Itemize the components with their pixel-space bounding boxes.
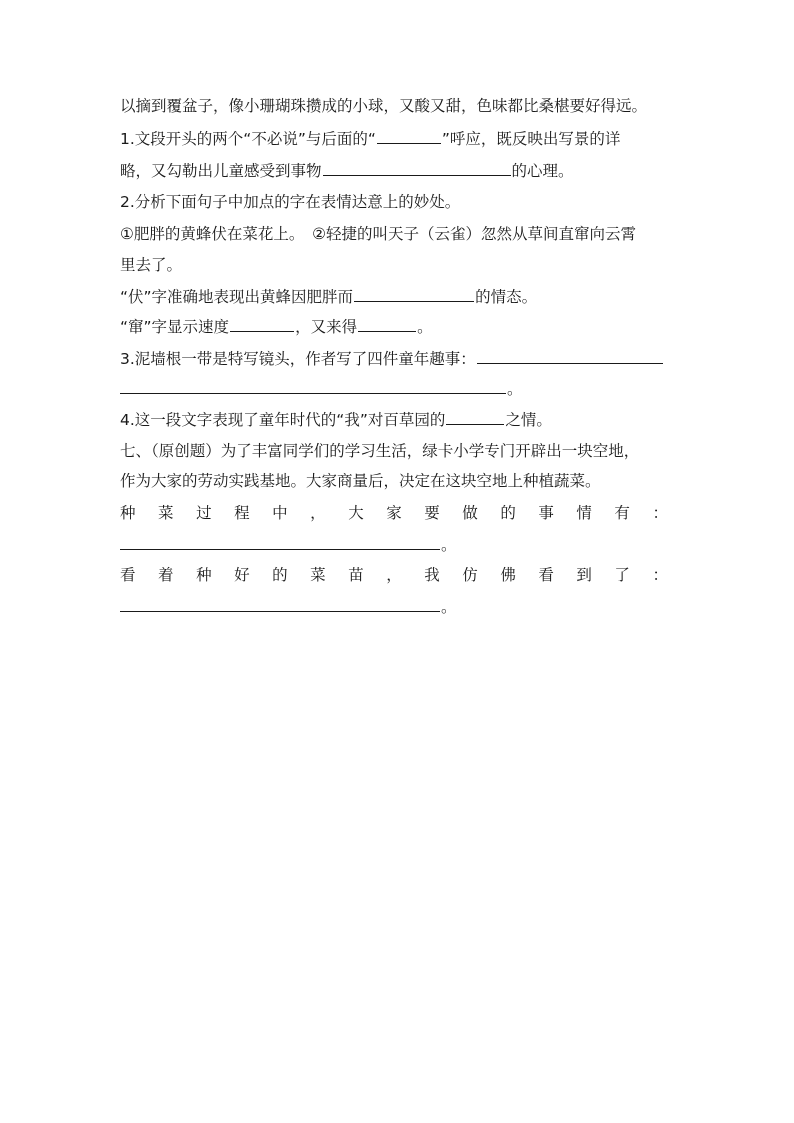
- prompt-2-char: 了: [614, 566, 630, 584]
- prompt-2-answer-line: [120, 596, 457, 617]
- question-1-line-1: [120, 128, 620, 149]
- prompt-1-char: 菜: [158, 504, 174, 522]
- prompt-1-char: 中: [272, 504, 288, 522]
- prompt-1-char: ，: [310, 504, 326, 522]
- answer-blank-3[interactable]: [354, 286, 474, 302]
- prompt-2-char: 着: [158, 566, 174, 584]
- prompt-1-char: 做: [462, 504, 478, 522]
- question-2-cuan-text-b: ，又来得: [295, 318, 358, 336]
- answer-blank-7[interactable]: [120, 378, 506, 394]
- answer-blank-8[interactable]: [446, 409, 504, 425]
- prompt-2-char: 苗: [348, 566, 364, 584]
- prompt-1-char: 家: [386, 504, 402, 522]
- prompt-2-char: 菜: [310, 566, 326, 584]
- prompt-1-char: 大: [348, 504, 364, 522]
- question-2-cuan-text-c: 。: [417, 318, 433, 336]
- prompt-2-char: ：: [652, 566, 668, 584]
- section-7-line-1: 七、（原创题）为了丰富同学们的学习生活，绿卡小学专门开辟出一块空地，: [120, 442, 640, 460]
- question-3-text: 3.泥墙根一带是特写镜头，作者写了四件童年趣事：: [120, 350, 476, 368]
- prompt-2-char: ，: [386, 566, 402, 584]
- answer-blank-6[interactable]: [477, 348, 663, 364]
- answer-blank-9[interactable]: [120, 534, 440, 550]
- prompt-1-char: 要: [424, 504, 440, 522]
- prompt-2-char: 仿: [462, 566, 478, 584]
- answer-blank-5[interactable]: [358, 316, 416, 332]
- question-3-line-2: [120, 378, 523, 399]
- prompt-2-char: 到: [576, 566, 592, 584]
- prompt-1-char: 的: [500, 504, 516, 522]
- question-3-line-1: [120, 348, 664, 369]
- prompt-1-char: 情: [576, 504, 592, 522]
- prompt-2-char: 种: [196, 566, 212, 584]
- question-4-line: [120, 409, 552, 430]
- answer-blank-10[interactable]: [120, 596, 440, 612]
- prompt-1-char: 有: [614, 504, 630, 522]
- question-2-sentences-cont: 里去了。: [120, 256, 183, 274]
- prompt-2-char: 好: [234, 566, 250, 584]
- prompt-2-char: 我: [424, 566, 440, 584]
- prompt-1-char: 事: [538, 504, 554, 522]
- prompt-1-answer-line: [120, 534, 457, 555]
- answer-blank-4[interactable]: [230, 316, 294, 332]
- prompt-2-char: 看: [120, 566, 136, 584]
- question-2-fu-text-b: 的情态。: [475, 288, 538, 306]
- prompt-1-char: 种: [120, 504, 136, 522]
- question-2-fu-text-a: “伏”字准确地表现出黄蜂因肥胖而: [120, 288, 354, 306]
- prompt-1-char: ：: [652, 504, 668, 522]
- prompt-1-char: 程: [234, 504, 250, 522]
- prompt-2-char: 看: [538, 566, 554, 584]
- question-2-cuan-text-a: “窜”字显示速度: [120, 318, 230, 336]
- question-1-text-a: 1.文段开头的两个“不必说”与后面的“: [120, 130, 376, 148]
- prompt-2-end: 。: [441, 598, 457, 616]
- question-2-sentences: ①肥胖的黄蜂伏在菜花上。 ②轻捷的叫天子（云雀）忽然从草间直窜向云霄: [120, 225, 637, 243]
- question-1-text-c: 略，又勾勒出儿童感受到事物: [120, 162, 322, 180]
- prompt-1-end: 。: [441, 536, 457, 554]
- question-4-text-b: 之情。: [505, 411, 552, 429]
- prompt-2-char: 佛: [500, 566, 516, 584]
- question-1-line-2: [120, 160, 574, 181]
- prompt-2-spaced: [120, 565, 668, 585]
- question-2-heading: 2.分析下面句子中加点的字在表情达意上的妙处。: [120, 193, 461, 211]
- answer-blank-1[interactable]: [377, 128, 441, 144]
- question-1-text-b: ”呼应，既反映出写景的详: [441, 130, 621, 148]
- prompt-1-char: 过: [196, 504, 212, 522]
- question-2-answer-cuan: [120, 316, 433, 337]
- answer-blank-2[interactable]: [323, 160, 511, 176]
- question-3-end: 。: [507, 380, 523, 398]
- question-4-text-a: 4.这一段文字表现了童年时代的“我”对百草园的: [120, 411, 446, 429]
- question-2-answer-fu: [120, 286, 537, 307]
- section-7-line-2: 作为大家的劳动实践基地。大家商量后，决定在这块空地上种植蔬菜。: [120, 472, 601, 490]
- passage-line: 以摘到覆盆子，像小珊瑚珠攒成的小球，又酸又甜，色味都比桑椹要好得远。: [120, 97, 648, 115]
- question-1-text-d: 的心理。: [511, 162, 574, 180]
- prompt-1-spaced: [120, 503, 668, 523]
- prompt-2-char: 的: [272, 566, 288, 584]
